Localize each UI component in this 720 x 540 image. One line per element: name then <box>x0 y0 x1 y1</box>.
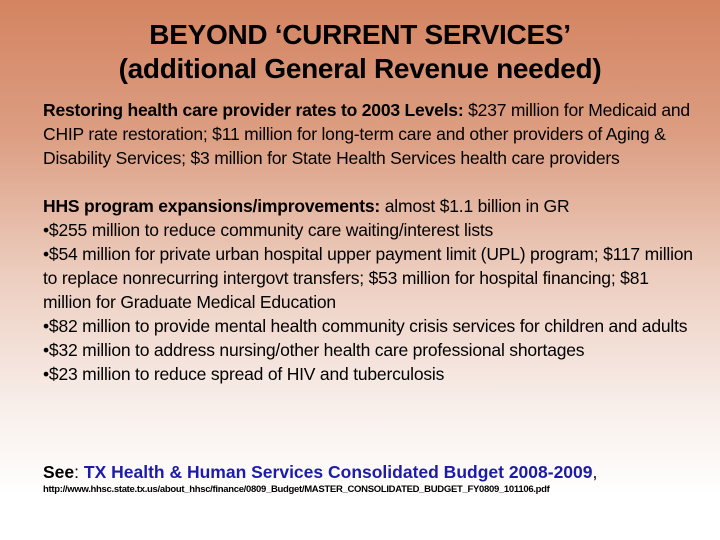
bullet-item: •$23 million to reduce spread of HIV and tuberculosis <box>43 364 445 384</box>
hhs-expansions-text: almost $1.1 billion in GR <box>380 196 570 216</box>
hhs-expansions-paragraph <box>43 194 693 218</box>
see-colon: : <box>74 462 84 482</box>
comma: , <box>592 462 598 482</box>
slide-body <box>43 98 693 386</box>
title-line-1: BEYOND ‘CURRENT SERVICES’ <box>149 19 571 50</box>
source-url[interactable]: http://www.hhsc.state.tx.us/about_hhsc/finance/0809_Budget/MASTER_CONSOLIDATED_BUDGET_FY0809_101106.pdf <box>43 484 550 495</box>
budget-link[interactable]: TX Health & Human Services Consolidated Budget 2008-2009 <box>83 462 593 482</box>
provider-rates-paragraph <box>43 98 693 170</box>
bullet-item: •$82 million to provide mental health community crisis services for children and adults <box>43 316 688 336</box>
provider-rates-heading: Restoring health care provider rates to 2003 Levels: <box>43 100 464 120</box>
source-line <box>43 460 597 484</box>
slide-title <box>0 18 720 86</box>
bullet-item: •$54 million for private urban hospital upper payment limit (UPL) program; $117 million to replace nonrecurring intergovt transfers; $53 million for hospital financing; $81 million for Graduate Medical Education <box>43 244 693 312</box>
see-label: See <box>43 462 75 482</box>
bullet-item: •$32 million to address nursing/other health care professional shortages <box>43 340 585 360</box>
bullet-item: •$255 million to reduce community care waiting/interest lists <box>43 220 494 240</box>
provider-rates-text: $237 million for Medicaid and CHIP rate restoration; $11 million for long-term care and other providers of Aging & Disability Services; $3 million for State Health Services health care providers <box>43 100 690 168</box>
hhs-expansions-heading: HHS program expansions/improvements: <box>43 196 381 216</box>
title-line-2: (additional General Revenue needed) <box>118 53 602 84</box>
